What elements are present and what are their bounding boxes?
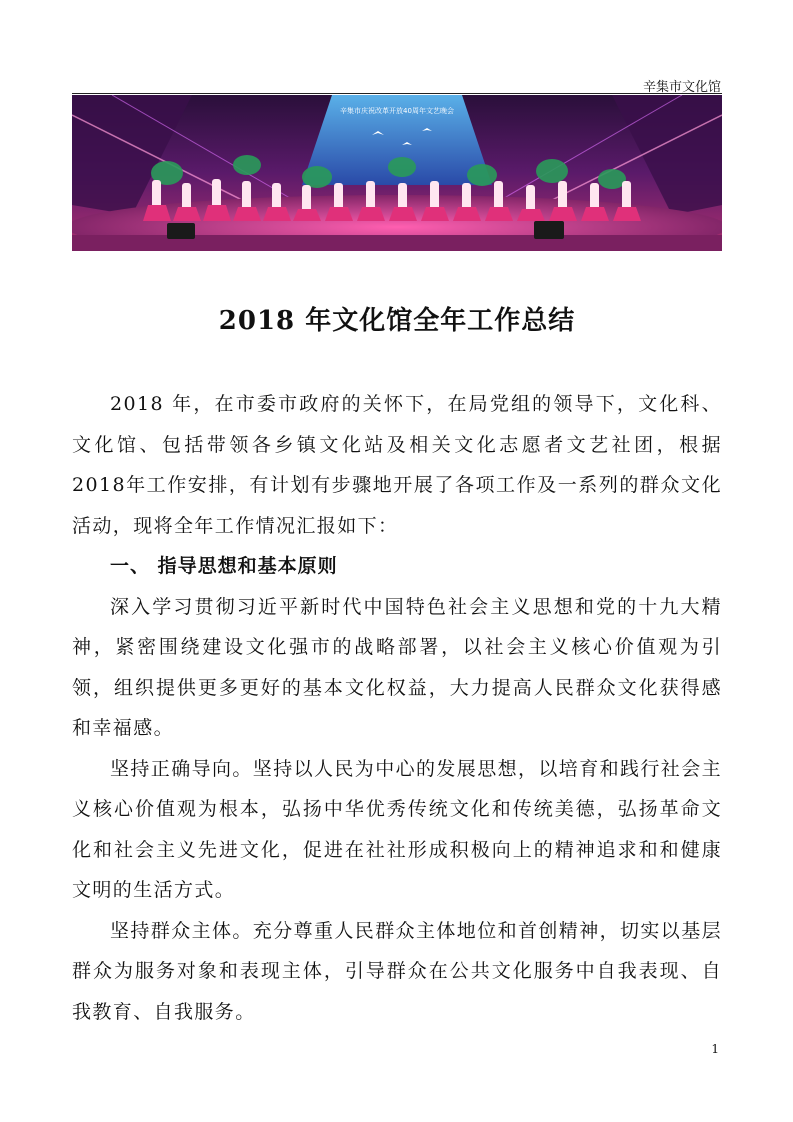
header-organization: 辛集市文化馆 [642,80,721,95]
body-paragraph: 坚持群众主体。充分尊重人民群众主体地位和首创精神，切实以基层群众为服务对象和表现主体，引导群众在公共文化服务中自我表现、自我教育、自我服务。 [72,919,723,1023]
body-paragraph: 坚持正确导向。坚持以人民为中心的发展思想，以培育和践行社会主义核心价值观为根本，弘扬中华优秀传统文化和传统美德，弘扬革命文化和社会主义先进文化，促进在社社形成积极向上的精神追求和和健康文明的生活方式。 [72,757,723,901]
header-divider [72,93,722,94]
document-title: 2018 年文化馆全年工作总结 [218,306,576,336]
body-paragraph: 深入学习贯彻习近平新时代中国特色社会主义思想和党的十九大精神，紧密围绕建设文化强市的战略部署，以社会主义核心价值观为引领，组织提供更多更好的基本文化权益，大力提高人民群众文化获得感和幸福感。 [72,595,722,739]
page-number: 1 [711,1042,719,1056]
stage-performance-photo [72,95,722,251]
stage-caption: 辛集市庆祝改革开放40周年文艺晚会 [340,107,454,115]
intro-paragraph: 2018 年，在市委市政府的关怀下，在局党组的领导下，文化科、文化馆、包括带领各乡镇文化站及相关文化志愿者文艺社团，根据 2018年工作安排，有计划有步骤地开展了各项工作及一系列的群众文化活动，现将全年工作情况汇报如下： [72,393,722,537]
document-body [72,384,722,1032]
section-heading: 一、 指导思想和基本原则 [110,555,338,577]
